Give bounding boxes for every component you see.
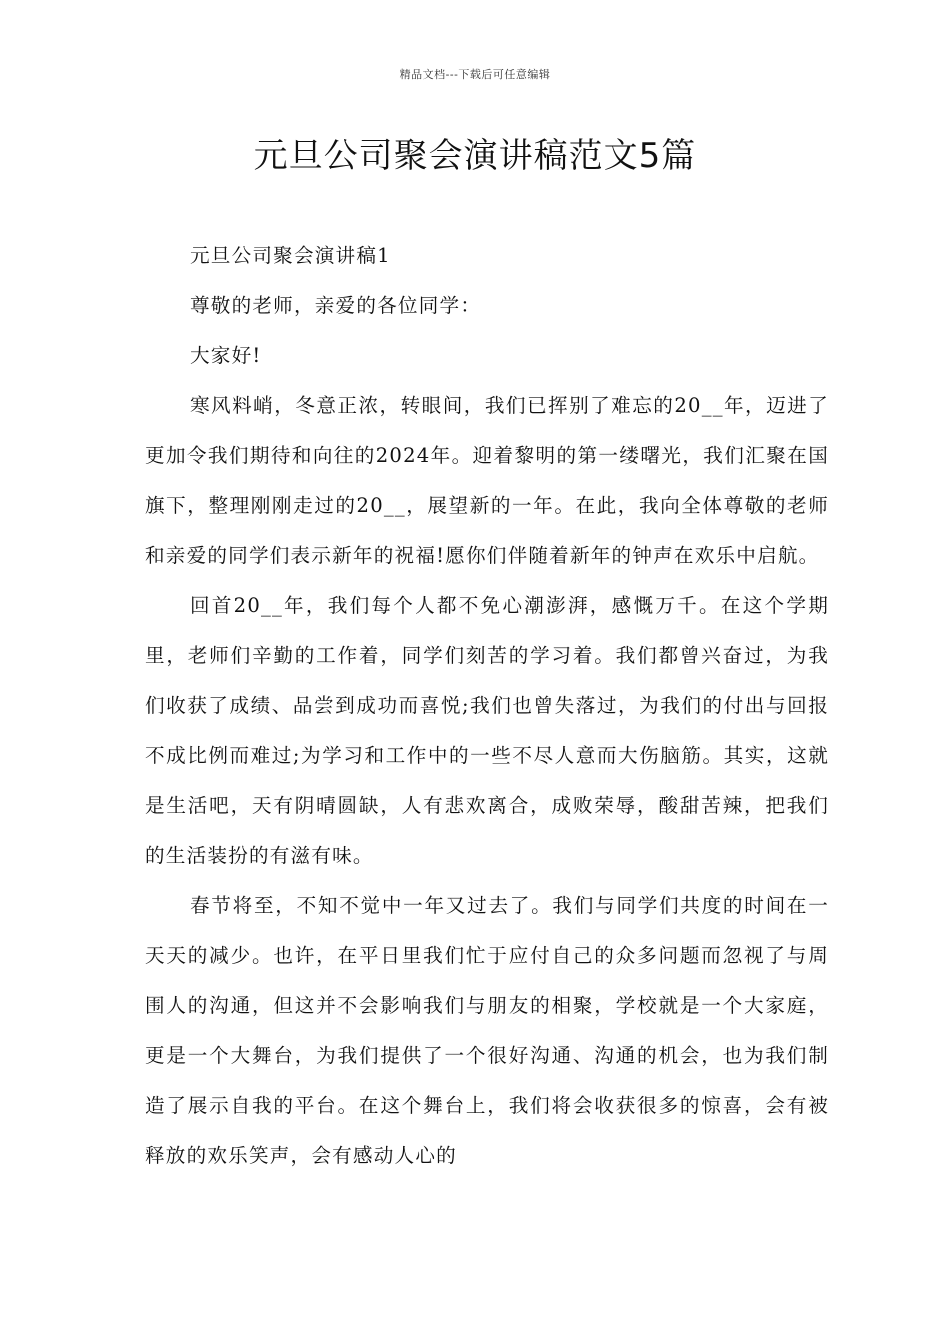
body-paragraph: 回首20__年，我们每个人都不免心潮澎湃，感慨万千。在这个学期里，老师们辛勤的工作着，同学们刻苦的学习着。我们都曾兴奋过，为我们收获了成绩、品尝到成功而喜悦;我们也曾失落过，为我们的付出与回报不成比例而难过;为学习和工作中的一些不尽人意而大伤脑筋。其实，这就是生活吧，天有阴晴圆缺，人有悲欢离合，成败荣辱，酸甜苦辣，把我们的生活装扮的有滋有味。 [145, 594, 829, 867]
document-title: 元旦公司聚会演讲稿范文5篇 [253, 136, 697, 176]
body-paragraph: 寒风料峭，冬意正浓，转眼间，我们已挥别了难忘的20__年，迈进了更加令我们期待和向往的2024年。迎着黎明的第一缕曙光，我们汇聚在国旗下，整理刚刚走过的20__，展望新的一年。在此，我向全体尊敬的老师和亲爱的同学们表示新年的祝福!愿你们伴随着新年的钟声在欢乐中启航。 [145, 394, 829, 567]
document-body [145, 231, 829, 1181]
salutation: 尊敬的老师，亲爱的各位同学： [190, 294, 482, 317]
page-header-note: 精品文档---下载后可任意编辑 [399, 68, 551, 81]
body-paragraph: 春节将至，不知不觉中一年又过去了。我们与同学们共度的时间在一天天的减少。也许，在平日里我们忙于应付自己的众多问题而忽视了与周围人的沟通，但这并不会影响我们与朋友的相聚，学校就是一个大家庭，更是一个大舞台，为我们提供了一个很好沟通、沟通的机会，也为我们制造了展示自我的平台。在这个舞台上，我们将会收获很多的惊喜，会有被释放的欢乐笑声，会有感动人心的 [145, 894, 829, 1167]
section-heading: 元旦公司聚会演讲稿1 [190, 244, 391, 267]
greeting: 大家好! [190, 344, 262, 367]
